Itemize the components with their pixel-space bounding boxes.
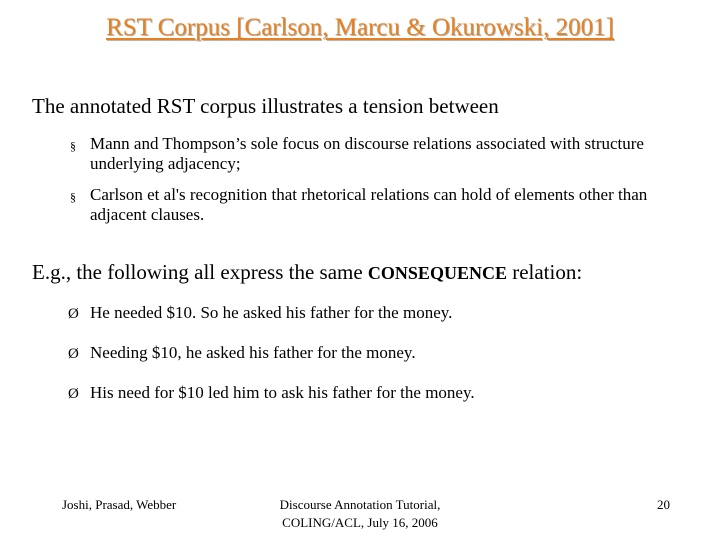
footer-event-line2: COLING/ACL, July 16, 2006 bbox=[282, 515, 438, 530]
slide-title: RST Corpus [Carlson, Marcu & Okurowski, 2001] bbox=[106, 14, 614, 41]
footer-event-line1: Discourse Annotation Tutorial, bbox=[279, 497, 441, 512]
intro-text: The annotated RST corpus illustrates a tension between bbox=[32, 94, 499, 118]
bullet-text: Carlson et al's recognition that rhetorical relations can hold of elements other than adjacent clauses. bbox=[90, 185, 648, 224]
example-item bbox=[68, 303, 698, 343]
arrow-bullet-icon: Ø bbox=[68, 346, 79, 362]
example-intro-suffix: relation: bbox=[506, 260, 583, 284]
arrow-bullet-icon: Ø bbox=[68, 386, 79, 402]
example-text: He needed $10. So he asked his father for the money. bbox=[90, 303, 453, 322]
footer-event bbox=[240, 496, 480, 532]
footer-authors: Joshi, Prasad, Webber bbox=[62, 497, 177, 512]
page-number: 20 bbox=[657, 497, 670, 512]
square-bullet-icon: § bbox=[70, 190, 76, 204]
example-item bbox=[68, 343, 698, 383]
relation-term: CONSEQUENCE bbox=[367, 263, 507, 283]
example-intro bbox=[32, 260, 582, 285]
example-list bbox=[68, 303, 698, 423]
bullet-item bbox=[70, 134, 700, 174]
bullet-list bbox=[70, 134, 700, 236]
example-intro-prefix: E.g., the following all express the same bbox=[32, 260, 368, 284]
example-text: Needing $10, he asked his father for the money. bbox=[90, 343, 416, 362]
arrow-bullet-icon: Ø bbox=[68, 306, 79, 322]
example-item bbox=[68, 383, 698, 423]
square-bullet-icon: § bbox=[70, 139, 76, 153]
example-text: His need for $10 led him to ask his father for the money. bbox=[90, 383, 475, 402]
bullet-text: Mann and Thompson’s sole focus on discourse relations associated with structure underlying adjacency; bbox=[90, 134, 644, 173]
bullet-item bbox=[70, 185, 700, 225]
